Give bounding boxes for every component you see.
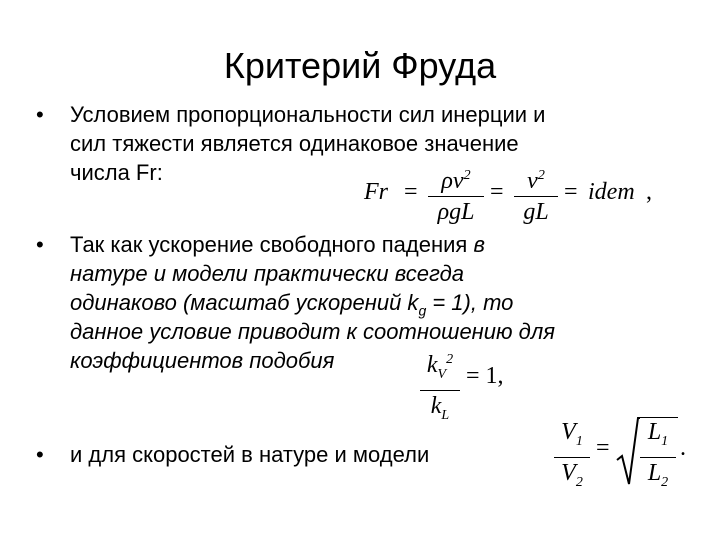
similarity-num-sup: 2 xyxy=(446,352,454,367)
velocity-tail: . xyxy=(680,435,686,461)
similarity-num-sub: V xyxy=(437,366,447,382)
velocity-fraction xyxy=(554,418,590,497)
velocity-root-den-sub: 2 xyxy=(661,474,669,490)
fraction-bar xyxy=(640,457,676,458)
fraction-bar xyxy=(428,196,484,197)
froude-formula xyxy=(364,162,664,232)
velocity-root-num: L xyxy=(647,419,662,445)
similarity-den-sub: L xyxy=(441,407,450,423)
similarity-fraction xyxy=(420,346,460,430)
froude-tail: , xyxy=(646,179,652,205)
velocity-root-fraction xyxy=(640,418,676,497)
similarity-den: k xyxy=(430,392,442,419)
froude-frac2-sup: 2 xyxy=(537,168,545,183)
sqrt-icon xyxy=(616,416,640,488)
froude-lhs: Fr xyxy=(364,179,388,205)
fraction-bar xyxy=(554,457,590,458)
froude-eq-2: = xyxy=(490,179,504,205)
bullet-dot-icon: • xyxy=(36,102,44,127)
velocity-eq: = xyxy=(596,435,610,461)
slide-title: Критерий Фруда xyxy=(223,45,497,86)
froude-eq-3: = xyxy=(564,179,578,205)
fraction-bar xyxy=(420,390,460,391)
bullet-3-line-1: и для скоростей в натуре и модели xyxy=(70,442,430,467)
bullet-2-line-5: коэффициентов подобия xyxy=(70,348,335,373)
bullet-2-line-3-sub: g xyxy=(418,302,427,319)
velocity-den-sub: 2 xyxy=(575,474,583,490)
velocity-root-den: L xyxy=(647,459,662,486)
velocity-num-sub: 1 xyxy=(575,433,583,449)
fraction-bar xyxy=(514,196,558,197)
froude-frac2-num: v xyxy=(527,168,538,194)
velocity-root-num-sub: 1 xyxy=(661,433,669,449)
froude-frac1-sup: 2 xyxy=(463,168,471,183)
velocity-den: V xyxy=(561,459,576,486)
bullet-dot-icon: • xyxy=(36,232,44,257)
bullet-1-line-1: Условием пропорциональности сил инерции и xyxy=(70,102,546,127)
velocity-num: V xyxy=(561,419,576,445)
similarity-rhs: = 1, xyxy=(466,363,504,389)
bullet-2-line-1 xyxy=(70,230,555,259)
bullet-2-line-3-text: одинаково (масштаб ускорений k xyxy=(70,290,419,315)
bullet-3-text xyxy=(70,440,429,469)
bullet-2-line-2: натуре и модели практически всегда xyxy=(70,261,464,286)
similarity-formula xyxy=(420,346,530,423)
velocity-formula xyxy=(554,416,694,490)
bullet-dot-icon: • xyxy=(36,442,44,467)
bullet-2-line-3 xyxy=(70,288,555,317)
froude-frac1-den: ρgL xyxy=(437,199,475,225)
bullet-2-lead-italic: в xyxy=(467,232,485,257)
froude-eq-1: = xyxy=(404,179,418,205)
froude-frac2-den: gL xyxy=(523,199,549,225)
similarity-num: k xyxy=(426,352,438,378)
froude-frac1-num: ρv xyxy=(441,168,464,194)
bullet-2-line-3-tail: = 1), то xyxy=(426,290,514,315)
bullet-1-line-3: числа Fr: xyxy=(70,160,163,185)
froude-rhs: idem xyxy=(588,179,635,205)
bullet-2-lead: Так как ускорение свободного падения xyxy=(70,232,468,257)
bullet-2-line-4: данное условие приводит к соотношению для xyxy=(70,319,555,344)
froude-fraction-1 xyxy=(428,162,484,226)
bullet-1-line-2: сил тяжести является одинаковое значение xyxy=(70,131,519,156)
froude-fraction-2 xyxy=(514,162,558,226)
